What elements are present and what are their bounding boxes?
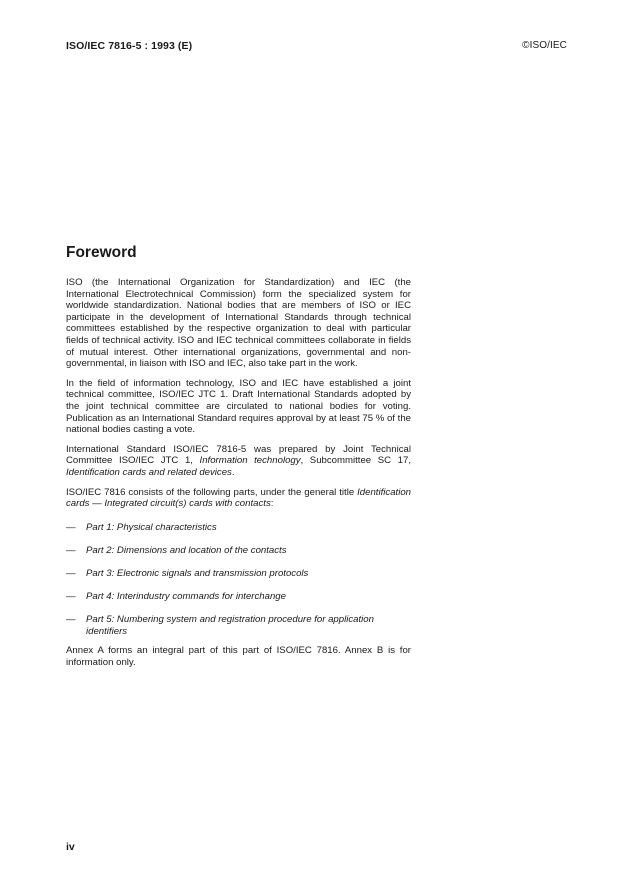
parts-list [66, 522, 411, 638]
part-label: Part 3: Electronic signals and transmission protocols [86, 567, 309, 579]
part-label: Part 4: Interindustry commands for interchange [86, 590, 286, 602]
subcommittee-name: Identification cards and related devices [66, 466, 232, 478]
list-dash: — [66, 521, 76, 533]
part-label: Part 2: Dimensions and location of the contacts [86, 544, 287, 556]
list-dash: — [66, 567, 76, 579]
part-label: Part 1: Physical characteristics [86, 521, 217, 533]
paragraph-jtc1: In the field of information technology, ISO and IEC have established a joint technical committee, ISO/IEC JTC 1. Draft International Standards adopted by the joint technical committee are circulated to national bodies for voting. Publication as an International Standard requires approval by at least 75 % of the national bodies casting a vote. [66, 377, 411, 436]
list-item [66, 614, 411, 637]
page-number: iv [66, 841, 75, 853]
list-dash: — [66, 614, 76, 626]
list-dash: — [66, 544, 76, 556]
part-label: Part 5: Numbering system and registration procedure for application identifiers [86, 614, 374, 637]
document-id: ISO/IEC 7816-5 : 1993 (E) [66, 40, 193, 52]
list-item [66, 591, 411, 603]
paragraph-annexes: Annex A forms an integral part of this part of ISO/IEC 7816. Annex B is for information only. [66, 645, 411, 668]
list-item [66, 568, 411, 580]
parts-intro-end: : [270, 498, 274, 510]
preparation-mid: , Subcommittee SC 17, [300, 455, 411, 467]
committee-name: Information technology [199, 455, 301, 467]
list-dash: — [66, 590, 76, 602]
paragraph-preparation [66, 444, 411, 479]
page-title: Foreword [66, 244, 137, 261]
foreword-body [66, 277, 411, 676]
list-item [66, 522, 411, 534]
paragraph-parts-intro [66, 487, 411, 510]
list-item [66, 545, 411, 557]
preparation-lead: International Standard ISO/IEC 7816-5 was prepared by Joint Technical Committee ISO/IEC JTC 1, [66, 443, 411, 467]
preparation-end: . [231, 466, 235, 478]
general-title: Identification cards — Integrated circuit(s) cards with contacts [66, 486, 411, 510]
copyright-notice: ©ISO/IEC [522, 40, 567, 51]
paragraph-iso-iec: ISO (the International Organization for Standardization) and IEC (the International Electrotechnical Commission) form the specialized system for worldwide standardization. National bodies that are members of ISO or IEC participate in the development of International Standards through technical committees established by the respective organization to deal with particular fields of technical activity. ISO and IEC technical committees collaborate in fields of mutual interest. Other international organizations, governmental and non-governmental, in liaison with ISO and IEC, also take part in the work. [66, 277, 411, 370]
parts-intro-lead: ISO/IEC 7816 consists of the following parts, under the general title [66, 486, 358, 498]
